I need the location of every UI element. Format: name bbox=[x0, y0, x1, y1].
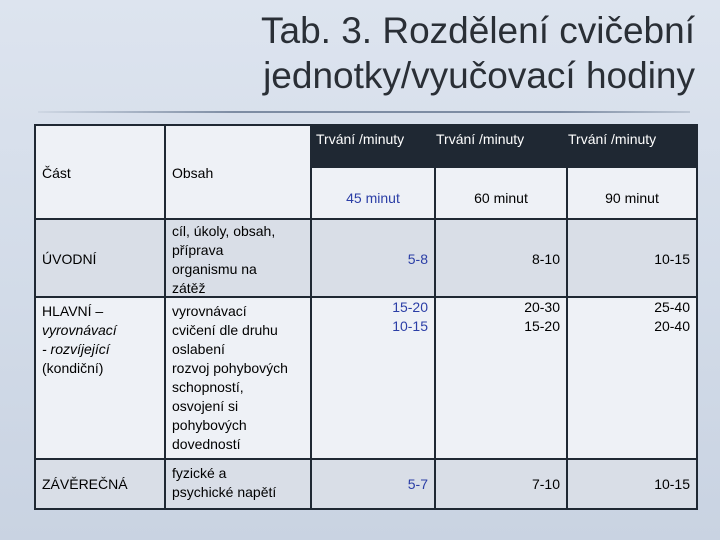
header-part-cell bbox=[36, 126, 164, 218]
row-value-90-cell bbox=[568, 298, 696, 458]
row-value-90-cell bbox=[568, 460, 696, 508]
row-value-45-cell bbox=[312, 460, 434, 508]
header-minutes-90: 90 minut bbox=[605, 190, 659, 206]
row-value-90-b: 20-40 bbox=[654, 318, 690, 334]
row-value-60-cell bbox=[436, 298, 566, 458]
header-duration-3: Trvání /minuty bbox=[568, 131, 657, 147]
row-value-45-cell bbox=[312, 220, 434, 296]
row-value-60-b: 15-20 bbox=[524, 318, 560, 334]
header-duration-2: Trvání /minuty bbox=[436, 131, 525, 147]
row-value-90: 10-15 bbox=[654, 251, 690, 267]
header-part: Část bbox=[42, 165, 71, 181]
row-content-line: cíl, úkoly, obsah, bbox=[172, 223, 276, 239]
header-content-cell bbox=[166, 126, 310, 218]
row-value-45: 5-7 bbox=[407, 476, 428, 492]
row-content-line: osvojení si bbox=[172, 398, 239, 414]
row-part: ÚVODNÍ bbox=[42, 251, 97, 267]
row-content-cell bbox=[166, 298, 310, 458]
row-content-line: dovedností bbox=[172, 436, 241, 452]
row-value-45-a: 15-20 bbox=[392, 299, 428, 315]
row-part: ZÁVĚREČNÁ bbox=[42, 476, 128, 492]
header-duration-1: Trvání /minuty bbox=[316, 131, 405, 147]
row-content-line: fyzické a bbox=[172, 465, 227, 481]
row-content-line: zátěž bbox=[172, 280, 206, 296]
row-content-line: schopností, bbox=[172, 379, 244, 395]
row-value-60-cell bbox=[436, 220, 566, 296]
row-value-45-cell bbox=[312, 298, 434, 458]
row-content-line: cvičení dle druhu bbox=[172, 322, 278, 338]
row-value-90-cell bbox=[568, 220, 696, 296]
header-minutes-60-cell bbox=[436, 168, 566, 218]
header-minutes-45-cell bbox=[312, 168, 434, 218]
row-content-line: rozvoj pohybových bbox=[172, 360, 288, 376]
row-part-sub: - rozvíjející bbox=[42, 341, 110, 357]
row-content-line: oslabení bbox=[172, 341, 225, 357]
slide-title-line-2: jednotky/vyučovací hodiny bbox=[263, 55, 695, 96]
row-content-line: organismu na bbox=[172, 261, 257, 277]
header-minutes-45: 45 minut bbox=[346, 190, 400, 206]
header-minutes-60: 60 minut bbox=[474, 190, 528, 206]
row-value-45-b: 10-15 bbox=[392, 318, 428, 334]
row-content-line: psychické napětí bbox=[172, 484, 277, 500]
lesson-structure-table bbox=[34, 124, 698, 510]
slide-title-line-1: Tab. 3. Rozdělení cvičební bbox=[261, 10, 695, 51]
row-part-cell bbox=[36, 460, 164, 508]
row-content-cell bbox=[166, 460, 310, 508]
row-part-sub: vyrovnávací bbox=[42, 322, 117, 338]
row-value-60-a: 20-30 bbox=[524, 299, 560, 315]
row-value-45: 5-8 bbox=[407, 251, 428, 267]
row-content-cell bbox=[166, 220, 310, 296]
row-content-line: příprava bbox=[172, 242, 224, 258]
row-value-60-cell bbox=[436, 460, 566, 508]
row-value-90-a: 25-40 bbox=[654, 299, 690, 315]
header-minutes-90-cell bbox=[568, 168, 696, 218]
row-value-60: 8-10 bbox=[531, 251, 560, 267]
title-divider bbox=[38, 111, 690, 113]
row-part-cell bbox=[36, 220, 164, 296]
row-value-60: 7-10 bbox=[531, 476, 560, 492]
header-content: Obsah bbox=[172, 165, 214, 181]
row-content-line: pohybových bbox=[172, 417, 247, 433]
row-value-90: 10-15 bbox=[654, 476, 690, 492]
row-content-line: vyrovnávací bbox=[172, 303, 247, 319]
row-part-tail: (kondiční) bbox=[42, 360, 104, 376]
row-part-main: HLAVNÍ – bbox=[42, 303, 104, 319]
row-part-cell bbox=[36, 298, 164, 458]
slide-title bbox=[150, 8, 695, 98]
